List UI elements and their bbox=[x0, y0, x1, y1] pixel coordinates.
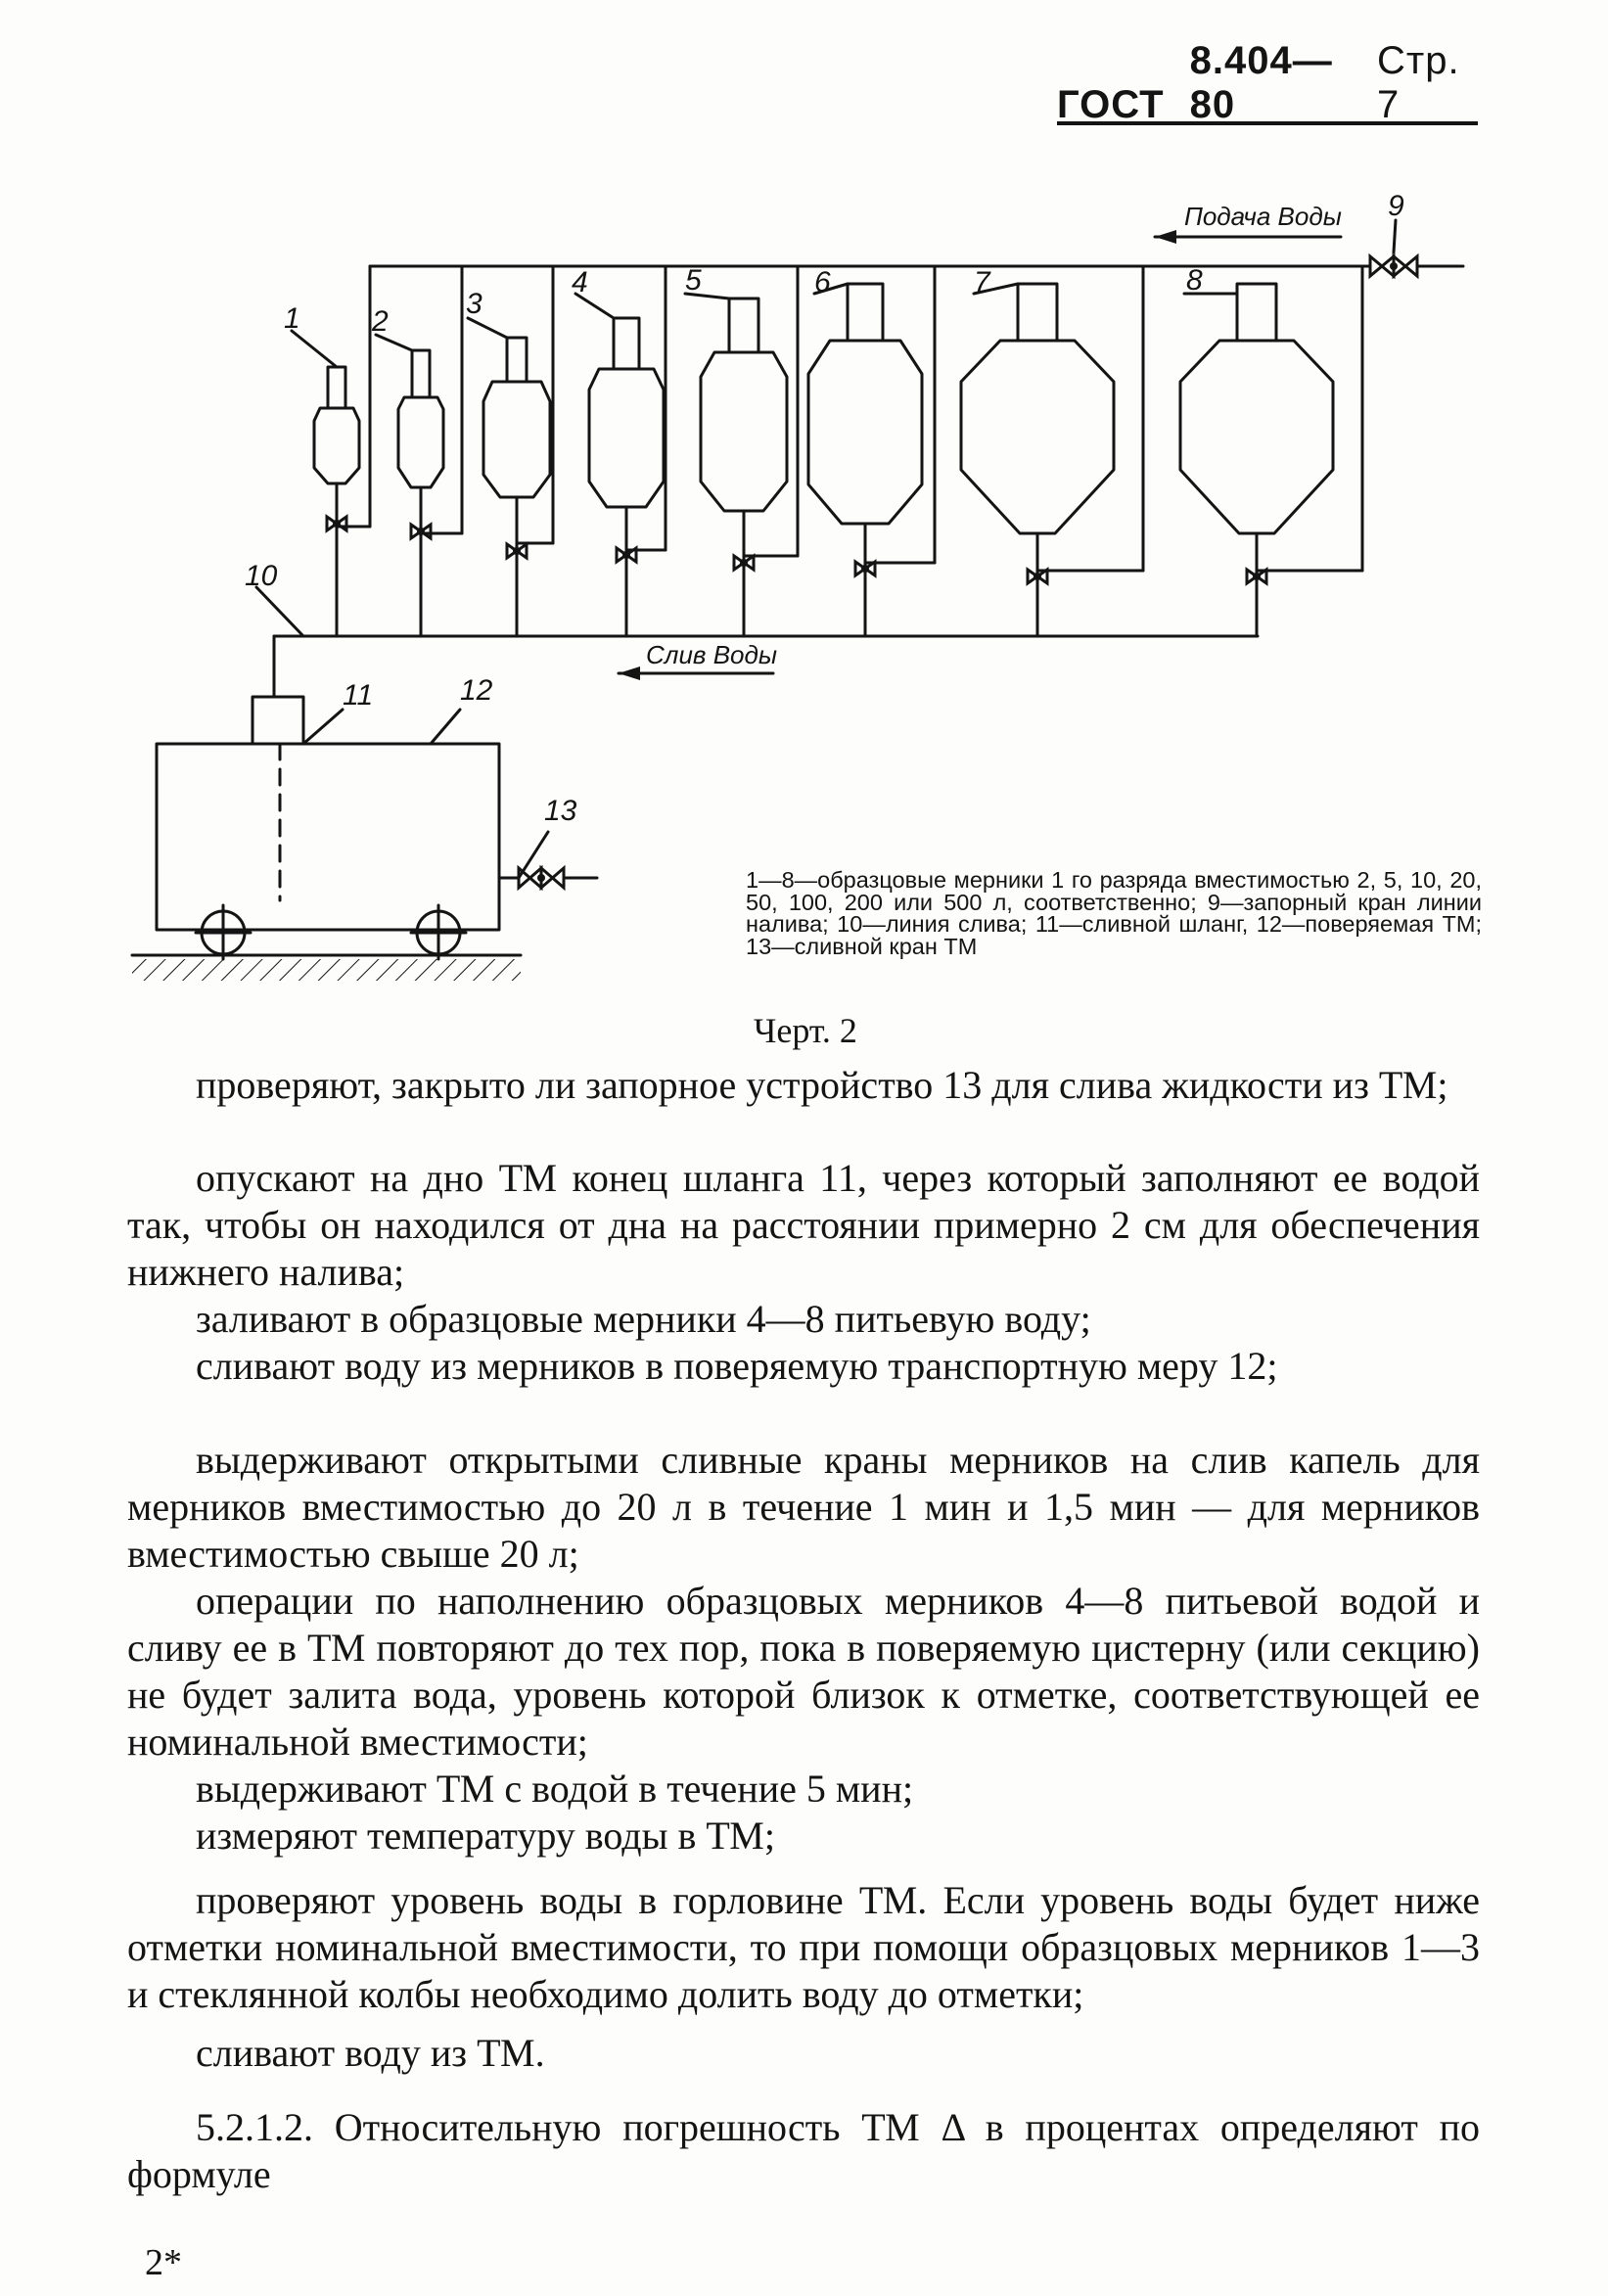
label-10: 10 bbox=[245, 560, 278, 592]
label-2: 2 bbox=[372, 305, 389, 338]
paragraph-2: опускают на дно ТМ конец шланга 11, через который заполняют ее водой так, чтобы он находился от дна на расстоянии примерно 2 см для обеспечения нижнего налива; bbox=[127, 1156, 1480, 1294]
paragraph-11: 5.2.1.2. Относительную погрешность ТМ Δ в процентах определяют по формуле bbox=[127, 2105, 1480, 2196]
label-11: 11 bbox=[343, 679, 374, 712]
label-7: 7 bbox=[974, 266, 990, 298]
label-13: 13 bbox=[544, 795, 577, 827]
label-9: 9 bbox=[1388, 190, 1404, 222]
header-page-number: Стр. 7 bbox=[1377, 39, 1460, 126]
paragraph-1: проверяют, закрыто ли запорное устройство 13 для слива жидкости из ТМ; bbox=[196, 1063, 1448, 1107]
label-12: 12 bbox=[460, 674, 493, 707]
flow-in-label: Подача Воды bbox=[1184, 202, 1342, 231]
label-8: 8 bbox=[1186, 264, 1203, 297]
label-4: 4 bbox=[572, 266, 588, 298]
calibration-diagram bbox=[0, 0, 1608, 1018]
flow-out-label: Слив Воды bbox=[646, 640, 777, 669]
header-gost: ГОСТ bbox=[1057, 83, 1165, 126]
figure-title: Черт. 2 bbox=[754, 1011, 857, 1050]
label-6: 6 bbox=[814, 266, 831, 298]
paragraph-8: измеряют температуру воды в ТМ; bbox=[196, 1814, 775, 1858]
paragraph-5: выдерживают открытыми сливные краны мерников на слив капель для мерников вместимостью до 20 л в течение 1 мин и 1,5 мин — для мерников вместимостью свыше 20 л; bbox=[127, 1438, 1480, 1576]
label-1: 1 bbox=[284, 302, 300, 335]
header-standard-number: 8.404—80 bbox=[1189, 39, 1333, 126]
paragraph-4: сливают воду из мерников в поверяемую транспортную меру 12; bbox=[196, 1344, 1278, 1388]
figure-caption: 1—8—образцовые мерники 1 го разряда вместимостью 2, 5, 10, 20, 50, 100, 200 или 500 л, соответственно; 9—запорный кран линии налива; 10—линия слива; 11—сливной шланг, 12—поверяемая ТМ; 13—сливной кран ТМ bbox=[746, 867, 1482, 959]
paragraph-7: выдерживают ТМ с водой в течение 5 мин; bbox=[196, 1767, 914, 1811]
paragraph-6: операции по наполнению образцовых мерников 4—8 питьевой водой и сливу ее в ТМ повторяют до тех пор, пока в поверяемую цистерну (или секцию) не будет залита вода, уровень которой близок к отметке, соответствующей ее номинальной вместимости; bbox=[127, 1579, 1480, 1764]
page-signature: 2* bbox=[145, 2242, 182, 2283]
paragraph-10: сливают воду из ТМ. bbox=[196, 2031, 545, 2075]
paragraph-3: заливают в образцовые мерники 4—8 питьевую воду; bbox=[196, 1297, 1091, 1341]
label-3: 3 bbox=[466, 288, 482, 320]
label-5: 5 bbox=[685, 264, 702, 297]
paragraph-9: проверяют уровень воды в горловине ТМ. Если уровень воды будет ниже отметки номинальной вместимости, то при помощи образцовых мерников 1—3 и стеклянной колбы необходимо долить воду до отметки; bbox=[127, 1878, 1480, 2016]
